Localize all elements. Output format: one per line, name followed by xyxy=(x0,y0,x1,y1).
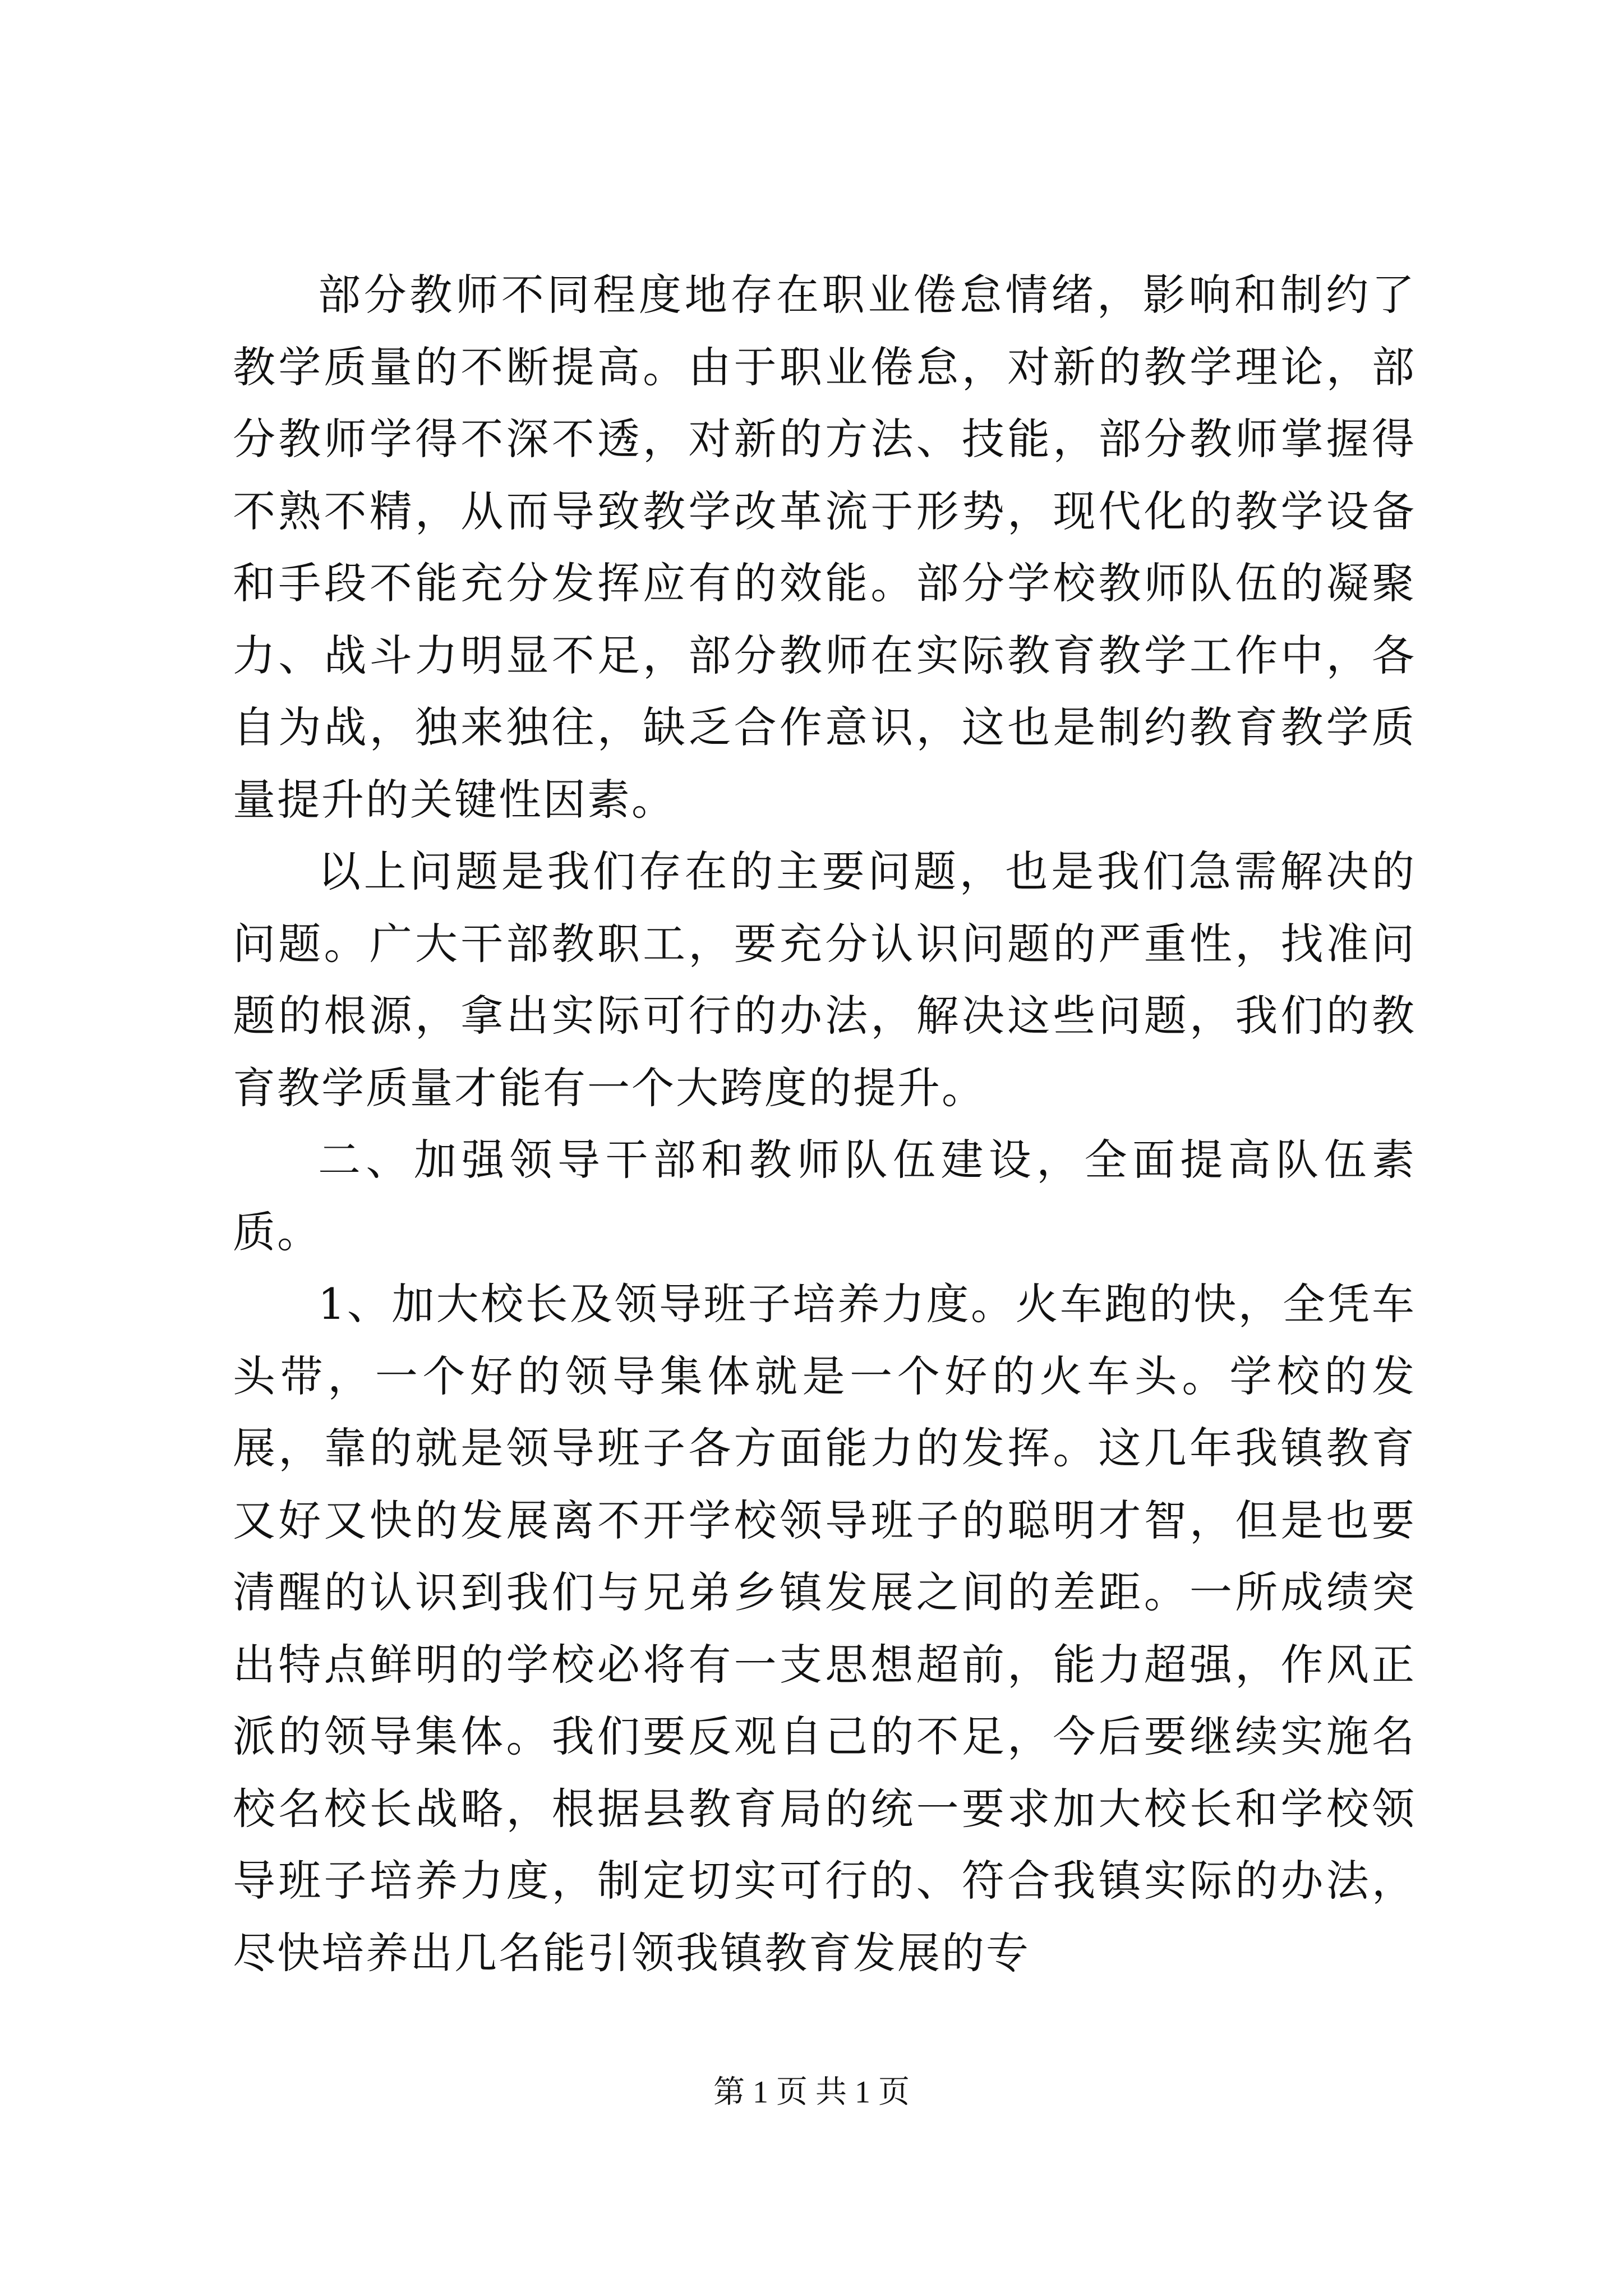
paragraph: 1、加大校长及领导班子培养力度。火车跑的快，全凭车头带，一个好的领导集体就是一个好的火车头。学校的发展，靠的就是领导班子各方面能力的发挥。这几年我镇教育又好又快的发展离不开学校领导班子的聪明才智，但是也要清醒的认识到我们与兄弟乡镇发展之间的差距。一所成绩突出特点鲜明的学校必将有一支思想超前，能力超强，作风正派的领导集体。我们要反观自己的不足，今后要继续实施名校名校长战略，根据县教育局的统一要求加大校长和学校领导班子培养力度，制定切实可行的、符合我镇实际的办法，尽快培养出几名能引领我镇教育发展的专 xyxy=(233,1279,1416,1978)
page-footer: 第 1 页 共 1 页 xyxy=(713,2075,910,2110)
paragraph: 以上问题是我们存在的主要问题，也是我们急需解决的问题。广大干部教职工，要充分认识问题的严重性，找准问题的根源，拿出实际可行的办法，解决这些问题，我们的教育教学质量才能有一个大跨度的提升。 xyxy=(233,846,1416,1113)
section-heading: 二、加强领导干部和教师队伍建设，全面提高队伍素质。 xyxy=(233,1135,1416,1257)
document-body xyxy=(233,259,1416,1989)
paragraph: 部分教师不同程度地存在职业倦怠情绪，影响和制约了教学质量的不断提高。由于职业倦怠，对新的教学理论，部分教师学得不深不透，对新的方法、技能，部分教师掌握得不熟不精，从而导致教学改革流于形势，现代化的教学设备和手段不能充分发挥应有的效能。部分学校教师队伍的凝聚力、战斗力明显不足，部分教师在实际教育教学工作中，各自为战，独来独往，缺乏合作意识，这也是制约教育教学质量提升的关键性因素。 xyxy=(233,270,1416,825)
